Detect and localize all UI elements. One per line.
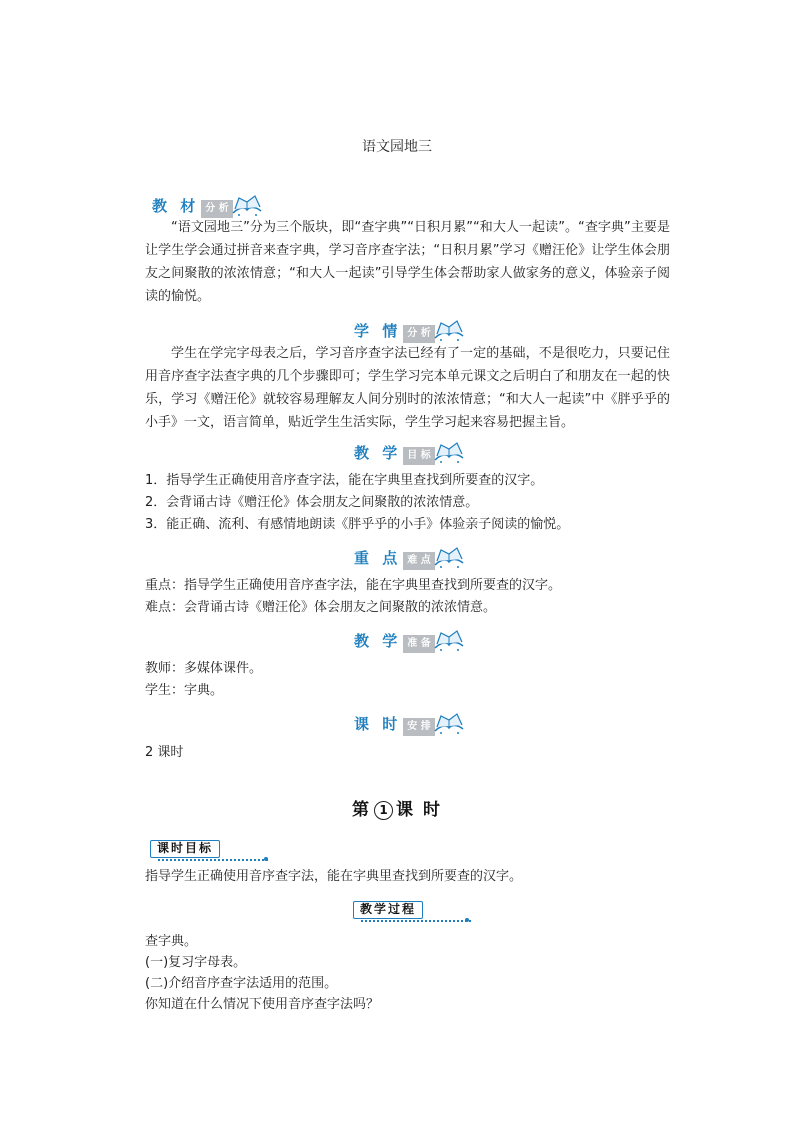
- section-header-main: 课 时: [354, 715, 402, 733]
- process-line: 查字典。: [145, 934, 198, 949]
- lesson-number-badge: 1: [374, 801, 393, 820]
- open-book-icon: [431, 318, 467, 344]
- process-line: (二)介绍音序查字法适用的范围。: [145, 976, 338, 991]
- open-book-icon: [431, 545, 467, 571]
- dotted-underline: [158, 859, 268, 861]
- goal-item: 1．指导学生正确使用音序查字法，能在字典里查找到所要查的汉字。: [145, 473, 544, 488]
- section-header-tag: 目 标: [403, 447, 434, 465]
- lesson-goal-label: [150, 840, 270, 862]
- section-header-main: 学 情: [354, 322, 402, 340]
- process-line: 你知道在什么情况下使用音序查字法吗？: [145, 997, 380, 1012]
- document-title: 语文园地三: [362, 139, 432, 155]
- process-label-box: 教学过程: [353, 901, 423, 919]
- lesson-goal-text: 指导学生正确使用音序查字法，能在字典里查找到所要查的汉字。: [145, 869, 523, 884]
- section-header-tag: 难 点: [403, 552, 434, 570]
- lesson-suffix: 课 时: [396, 800, 442, 820]
- students-paragraph: 学生在学完字母表之后，学习音序查字法已经有了一定的基础，不是很吃力，只要记住用音序查字法查字典的几个步骤即可；学生学习完本单元课文之后明白了和朋友在一起的快乐，学习《赠汪伦》就较容易理解友人间分别时的浓浓情意；“和大人一起读”中《胖乎乎的小手》一文，语言简单，贴近学生生活实际，学生学习起来容易把握主旨。: [145, 346, 670, 430]
- prep-item: 学生：字典。: [145, 683, 224, 698]
- open-book-icon: [431, 711, 467, 737]
- analysis-paragraph: “语文园地三”分为三个版块，即“查字典”“日积月累”“和大人一起读”。“查字典”主要是让学生学会通过拼音来查字典，学习音序查字法；“日积月累”学习《赠汪伦》让学生体会朋友之间聚散的浓浓情意；“和大人一起读”引导学生体会帮助家人做家务的意义，体验亲子阅读的愉悦。: [145, 220, 670, 304]
- section-header-tag: 准 备: [403, 635, 434, 653]
- keypoint-item: 难点：会背诵古诗《赠汪伦》体会朋友之间聚散的浓浓情意。: [145, 600, 497, 615]
- section-header-students: [348, 318, 467, 344]
- prep-item: 教师：多媒体课件。: [145, 661, 263, 676]
- process-label: [353, 901, 471, 923]
- dotted-underline: [361, 920, 471, 922]
- open-book-icon: [431, 628, 467, 654]
- open-book-icon: [431, 440, 467, 466]
- section-header-hours: [348, 711, 467, 737]
- keypoint-item: 重点：指导学生正确使用音序查字法，能在字典里查找到所要查的汉字。: [145, 578, 562, 593]
- section-header-prep: [348, 628, 467, 654]
- process-line: (一)复习字母表。: [145, 955, 247, 970]
- hours-text: 2 课时: [145, 745, 184, 760]
- section-header-tag: 分 析: [201, 200, 232, 218]
- section-header-keypoints: [348, 545, 467, 571]
- decor-dot: [264, 857, 268, 861]
- section-header-main: 教 材: [152, 197, 200, 215]
- lesson-prefix: 第: [352, 800, 372, 820]
- lesson-heading: [0, 795, 794, 820]
- section-header-goals: [348, 440, 467, 466]
- goal-item: 2．会背诵古诗《赠汪伦》体会朋友之间聚散的浓浓情意。: [145, 495, 479, 510]
- decor-dot: [465, 918, 469, 922]
- section-header-tag: 安 排: [403, 718, 434, 736]
- lesson-goal-label-box: 课时目标: [150, 840, 220, 858]
- section-header-main: 重 点: [354, 549, 402, 567]
- goal-item: 3．能正确、流利、有感情地朗读《胖乎乎的小手》体验亲子阅读的愉悦。: [145, 517, 570, 532]
- section-header-main: 教 学: [354, 444, 402, 462]
- section-header-tag: 分 析: [403, 325, 434, 343]
- section-header-main: 教 学: [354, 632, 402, 650]
